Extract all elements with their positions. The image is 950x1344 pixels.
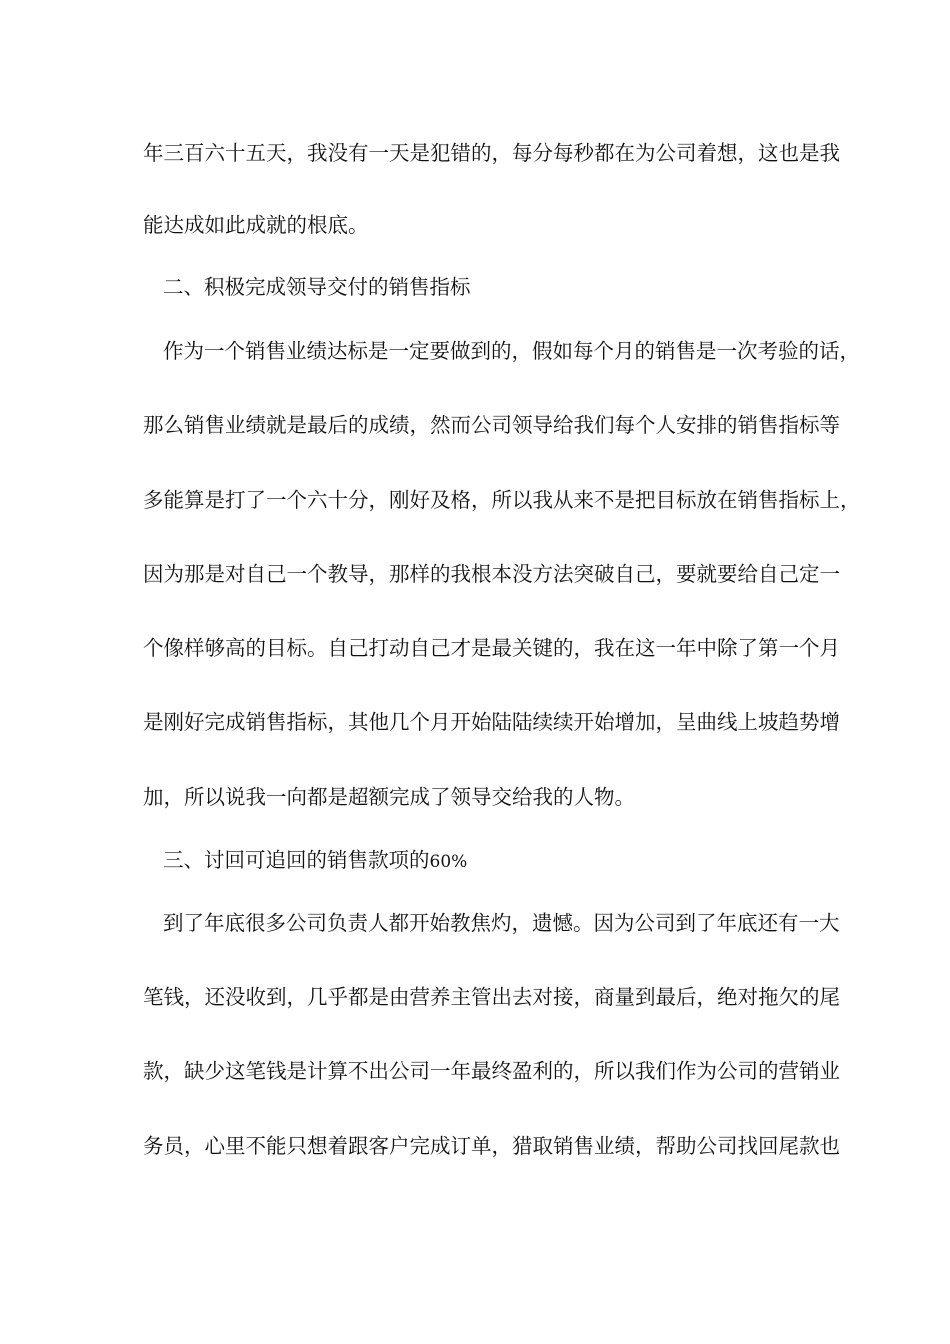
paragraph-1-line-2: 能达成如此成就的根底。 [143,213,369,237]
section-heading-3-text: 三、讨回可追回的销售款项的 [163,848,430,872]
paragraph-3-line-4: 务员，心里不能只想着跟客户完成订单，猎取销售业绩，帮助公司找回尾款也 [143,1134,840,1158]
section-heading-3 [163,847,843,875]
paragraph-2-line-3: 多能算是打了一个六十分，刚好及格，所以我从来不是把目标放在销售指标上， [143,488,861,512]
paragraph-2-line-4: 因为那是对自己一个教导，那样的我根本没方法突破自己，要就要给自己定一 [143,562,840,586]
paragraph-3-line-1: 到了年底很多公司负责人都开始教焦灼，遗憾。因为公司到了年底还有一大 [163,911,840,935]
paragraph-2-line-5: 个像样够高的目标。自己打动自己才是最关键的，我在这一年中除了第一个月 [143,636,840,660]
section-heading-2: 二、积极完成领导交付的销售指标 [163,275,471,299]
paragraph-2-line-2: 那么销售业绩就是最后的成绩，然而公司领导给我们每个人安排的销售指标等 [143,413,840,437]
paragraph-3-line-2: 笔钱，还没收到，几乎都是由营养主管出去对接，商量到最后，绝对拖欠的尾 [143,985,840,1009]
paragraph-3-line-3: 款，缺少这笔钱是计算不出公司一年最终盈利的，所以我们作为公司的营销业 [143,1059,840,1083]
paragraph-2-line-6: 是刚好完成销售指标，其他几个月开始陆陆续续开始增加，呈曲线上坡趋势增 [143,710,840,734]
section-heading-3-percent: 60% [429,852,468,872]
paragraph-2-line-7: 加，所以说我一向都是超额完成了领导交给我的人物。 [143,785,635,809]
paragraph-2-line-1: 作为一个销售业绩达标是一定要做到的，假如每个月的销售是一次考验的话， [163,339,860,363]
paragraph-1-line-1: 年三百六十五天，我没有一天是犯错的，每分每秒都在为公司着想，这也是我 [143,141,840,165]
